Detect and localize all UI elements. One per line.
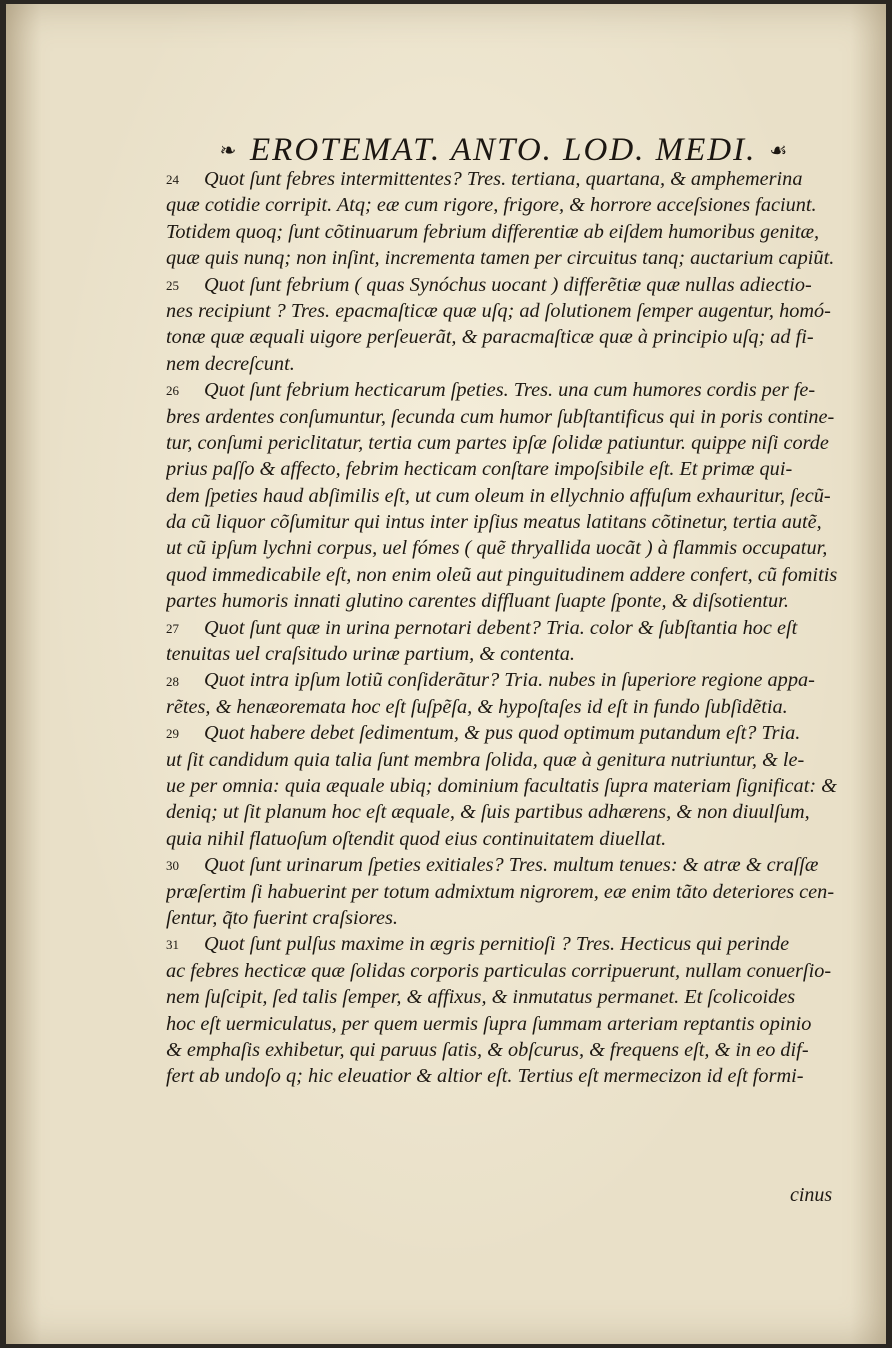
running-title: EROTEMAT. ANTO. LOD. MEDI. (250, 131, 757, 168)
line-text: Quot ſunt febrium hecticarum ſpeties. Tres. una cum humores cordis per fe- (204, 379, 816, 402)
text-line (166, 298, 842, 324)
text-line (166, 324, 842, 350)
line-text: quæ cotidie corripit. Atq; eæ cum rigore, frigore, & horrore acceſsiones faciunt. (166, 194, 817, 217)
text-line (166, 799, 842, 825)
text-line (166, 852, 842, 878)
line-text: & emphaſis exhibetur, qui paruus ſatis, & obſcurus, & frequens eſt, & in eo dif- (166, 1038, 809, 1061)
question-entry (166, 166, 842, 272)
text-line (166, 720, 842, 746)
fleuron-right-icon: ☙ (769, 138, 788, 162)
text-line (166, 1037, 842, 1063)
line-text: quod immedicabile eſt, non enim oleũ aut pinguitudinem addere confert, cũ fomitis (166, 563, 838, 586)
text-line (166, 667, 842, 693)
line-text: dem ſpeties haud abſimilis eſt, ut cum oleum in ellychnio affuſum exhauritur, ſecũ- (166, 484, 831, 507)
line-text: nem ſuſcipit, ſed talis ſemper, & affixus, & inmutatus permanet. Et ſcolicoides (166, 986, 796, 1009)
text-line (166, 615, 842, 641)
text-line (166, 562, 842, 588)
line-text: deniq; ut ſit planum hoc eſt æquale, & ſuis partibus adhærens, & non diuulſum, (166, 801, 810, 824)
line-text: rẽtes, & henæoremata hoc eſt ſuſpẽſa, & hypoſtaſes id eſt in fundo ſubſidẽtia. (166, 695, 788, 718)
line-text: Quot ſunt febres intermittentes? Tres. tertiana, quartana, & amphemerina (204, 168, 803, 190)
question-entry (166, 667, 842, 720)
line-text: Quot habere debet ſedimentum, & pus quod optimum putandum eſt? Tria. (204, 722, 801, 745)
text-line (166, 192, 842, 218)
text-line (166, 351, 842, 377)
text-line (166, 879, 842, 905)
line-text: Quot ſunt quæ in urina pernotari debent? Tria. color & ſubſtantia hoc eſt (204, 616, 798, 639)
question-entry (166, 852, 842, 931)
line-text: Quot ſunt urinarum ſpeties exitiales? Tres. multum tenues: & atræ & craſſæ (204, 854, 819, 877)
text-line (166, 166, 842, 192)
question-number: 30 (166, 858, 179, 874)
line-text: Quot ſunt pulſus maxime in ægris pernitioſi ? Tres. Hecticus qui perinde (204, 933, 790, 956)
text-line (166, 773, 842, 799)
line-text: fert ab undoſo q; hic eleuatior & altior eſt. Tertius eſt mermecizon id eſt formi- (166, 1065, 804, 1088)
question-number: 29 (166, 726, 179, 742)
text-line (166, 1011, 842, 1037)
line-text: ue per omnia: quia æquale ubiq; dominium facultatis ſupra materiam ſignificat: & (166, 774, 837, 797)
line-text: quæ quis nunq; non inſint, incrementa tamen per circuitus tanq; auctarium capiũt. (166, 247, 835, 270)
text-line (166, 430, 842, 456)
text-body (166, 166, 842, 1090)
running-header (206, 130, 846, 170)
line-text: Quot intra ipſum lotiũ conſiderãtur? Tria. nubes in ſuperiore regione appa- (204, 669, 815, 692)
text-line (166, 245, 842, 271)
fleuron-left-icon: ❧ (219, 138, 237, 162)
text-line (166, 747, 842, 773)
question-number: 31 (166, 937, 179, 953)
book-page (6, 4, 886, 1344)
question-number: 27 (166, 620, 179, 636)
line-text: tonæ quæ æquali uigore perſeuerãt, & paracmaſticæ quæ à principio uſq; ad fi- (166, 326, 814, 349)
text-line (166, 1063, 842, 1089)
text-line (166, 905, 842, 931)
line-text: partes humoris innati glutino carentes diffluant ſuapte ſponte, & diſsotientur. (166, 590, 789, 613)
line-text: prius paſſo & affecto, febrim hecticam conſtare impoſsibile eſt. Et primæ qui- (166, 458, 793, 481)
text-line (166, 694, 842, 720)
line-text: nes recipiunt ? Tres. epacmaſticæ quæ uſq; ad ſolutionem ſemper augentur, homó- (166, 299, 831, 322)
text-line (166, 931, 842, 957)
text-line (166, 509, 842, 535)
line-text: quia nihil flatuoſum oſtendit quod eius continuitatem diuellat. (166, 827, 667, 850)
text-line (166, 826, 842, 852)
question-entry (166, 720, 842, 852)
line-text: tenuitas uel craſsitudo urinæ partium, & contenta. (166, 643, 575, 666)
line-text: Quot ſunt febrium ( quas Synóchus uocant ) differẽtiæ quæ nullas adiectio- (204, 273, 812, 296)
question-entry (166, 377, 842, 615)
line-text: ſentur, q̃to fuerint craſsiores. (166, 906, 398, 929)
line-text: ac febres hecticæ quæ ſolidas corporis particulas corripuerunt, nullam conuerſio- (166, 959, 832, 982)
catchword: cinus (790, 1184, 833, 1206)
line-text: da cũ liquor cõſumitur qui intus inter ipſius meatus latitans cõtinetur, tertia autẽ, (166, 511, 822, 534)
line-text: bres ardentes conſumuntur, ſecunda cum humor ſubſtantificus qui in poris contine- (166, 405, 835, 428)
line-text: ut cũ ipſum lychni corpus, uel fómes ( quẽ thryallida uocãt ) à flammis occupatur, (166, 537, 828, 560)
text-line (166, 272, 842, 298)
text-line (166, 984, 842, 1010)
question-number: 28 (166, 673, 179, 689)
line-text: hoc eſt uermiculatus, per quem uermis ſupra ſummam arteriam reptantis opinio (166, 1012, 812, 1035)
line-text: tur, conſumi periclitatur, tertia cum partes ipſæ ſolidæ patiuntur. quippe niſi corde (166, 431, 829, 454)
text-line (166, 588, 842, 614)
question-number: 24 (166, 172, 179, 188)
text-line (166, 958, 842, 984)
line-text: ut ſit candidum quia talia ſunt membra ſolida, quæ à genitura nutriuntur, & le- (166, 748, 805, 771)
text-line (166, 377, 842, 403)
line-text: nem decreſcunt. (166, 352, 295, 375)
line-text: præſertim ſi habuerint per totum admixtum nigrorem, eæ enim tãto deteriores cen- (166, 880, 835, 903)
question-number: 25 (166, 277, 179, 293)
text-line (166, 483, 842, 509)
line-text: Totidem quoq; ſunt cõtinuarum febrium differentiæ ab eiſdem humoribus genitæ, (166, 220, 820, 243)
question-number: 26 (166, 383, 179, 399)
question-entry (166, 272, 842, 378)
question-entry (166, 615, 842, 668)
text-line (166, 535, 842, 561)
text-line (166, 456, 842, 482)
text-line (166, 404, 842, 430)
text-line (166, 641, 842, 667)
question-entry (166, 931, 842, 1089)
text-line (166, 219, 842, 245)
